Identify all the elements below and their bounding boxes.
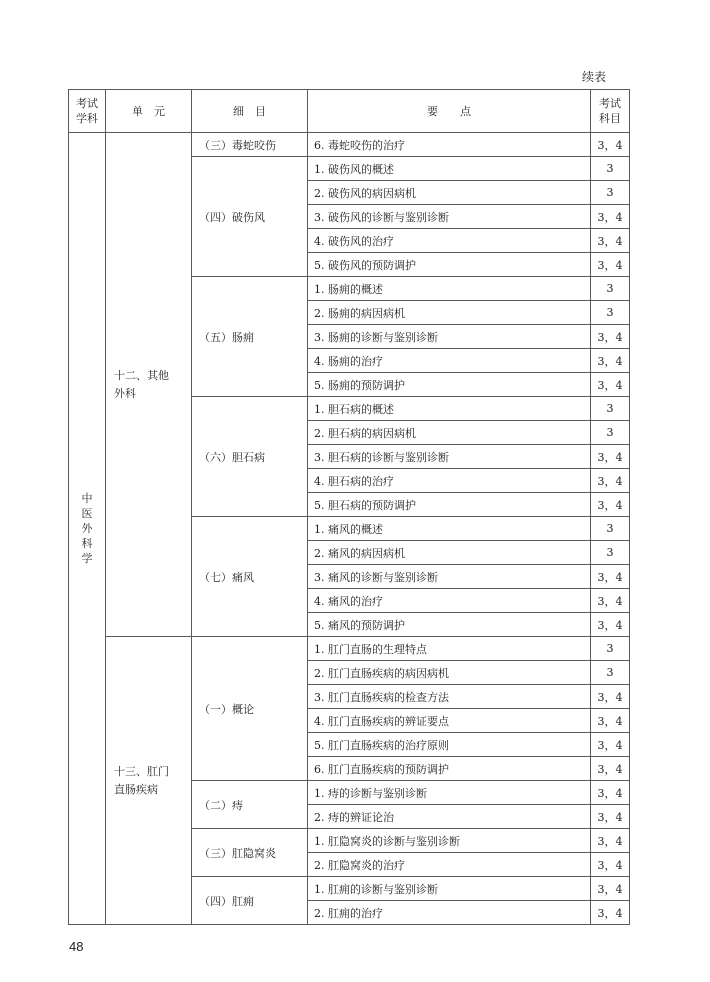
item-cell: （二）痔 xyxy=(192,781,308,829)
exam-cell: 3 xyxy=(591,661,630,685)
point-cell: 1. 肛门直肠的生理特点 xyxy=(308,637,591,661)
table-row xyxy=(69,133,630,157)
item-cell: （三）毒蛇咬伤 xyxy=(192,133,308,157)
point-cell: 5. 痛风的预防调护 xyxy=(308,613,591,637)
point-cell: 1. 痔的诊断与鉴别诊断 xyxy=(308,781,591,805)
continued-label: 续表 xyxy=(582,70,607,84)
item-cell: （六）胆石病 xyxy=(192,397,308,517)
point-cell: 2. 肠痈的病因病机 xyxy=(308,301,591,325)
syllabus-table xyxy=(68,89,630,925)
point-cell: 4. 痛风的治疗 xyxy=(308,589,591,613)
point-cell: 1. 肛隐窝炎的诊断与鉴别诊断 xyxy=(308,829,591,853)
exam-cell: 3，4 xyxy=(591,253,630,277)
point-cell: 6. 肛门直肠疾病的预防调护 xyxy=(308,757,591,781)
point-cell: 4. 肠痈的治疗 xyxy=(308,349,591,373)
point-cell: 5. 肠痈的预防调护 xyxy=(308,373,591,397)
point-cell: 2. 肛门直肠疾病的病因病机 xyxy=(308,661,591,685)
item-cell: （四）肛痈 xyxy=(192,877,308,925)
point-cell: 2. 破伤风的病因病机 xyxy=(308,181,591,205)
point-cell: 1. 胆石病的概述 xyxy=(308,397,591,421)
point-cell: 6. 毒蛇咬伤的治疗 xyxy=(308,133,591,157)
header-points: 要 点 xyxy=(308,90,591,133)
point-cell: 4. 胆石病的治疗 xyxy=(308,469,591,493)
exam-cell: 3，4 xyxy=(591,205,630,229)
unit-cell xyxy=(106,637,192,925)
point-cell: 3. 肠痈的诊断与鉴别诊断 xyxy=(308,325,591,349)
point-cell: 2. 痔的辨证论治 xyxy=(308,805,591,829)
point-cell: 3. 破伤风的诊断与鉴别诊断 xyxy=(308,205,591,229)
page-number: 48 xyxy=(69,939,84,954)
exam-cell: 3，4 xyxy=(591,757,630,781)
exam-cell: 3，4 xyxy=(591,373,630,397)
exam-cell: 3，4 xyxy=(591,349,630,373)
exam-cell: 3 xyxy=(591,517,630,541)
exam-cell: 3 xyxy=(591,397,630,421)
point-cell: 5. 破伤风的预防调护 xyxy=(308,253,591,277)
table-header-row xyxy=(69,90,630,133)
point-cell: 3. 痛风的诊断与鉴别诊断 xyxy=(308,565,591,589)
exam-cell: 3，4 xyxy=(591,829,630,853)
item-cell: （一）概论 xyxy=(192,637,308,781)
exam-cell: 3，4 xyxy=(591,613,630,637)
point-cell: 5. 肛门直肠疾病的治疗原则 xyxy=(308,733,591,757)
exam-cell: 3 xyxy=(591,301,630,325)
exam-cell: 3，4 xyxy=(591,325,630,349)
point-cell: 4. 破伤风的治疗 xyxy=(308,229,591,253)
exam-cell: 3 xyxy=(591,541,630,565)
exam-cell: 3，4 xyxy=(591,469,630,493)
exam-cell: 3，4 xyxy=(591,805,630,829)
point-cell: 2. 痛风的病因病机 xyxy=(308,541,591,565)
point-cell: 2. 肛痈的治疗 xyxy=(308,901,591,925)
point-cell: 1. 痛风的概述 xyxy=(308,517,591,541)
unit-label: 十二、其他外科 xyxy=(114,368,169,400)
item-cell: （三）肛隐窝炎 xyxy=(192,829,308,877)
exam-cell: 3 xyxy=(591,637,630,661)
exam-cell: 3，4 xyxy=(591,709,630,733)
exam-cell: 3，4 xyxy=(591,229,630,253)
header-item: 细 目 xyxy=(192,90,308,133)
subject-cell xyxy=(69,133,106,925)
point-cell: 5. 胆石病的预防调护 xyxy=(308,493,591,517)
point-cell: 4. 肛门直肠疾病的辨证要点 xyxy=(308,709,591,733)
exam-cell: 3，4 xyxy=(591,781,630,805)
exam-cell: 3，4 xyxy=(591,133,630,157)
exam-cell: 3 xyxy=(591,277,630,301)
table-body xyxy=(69,133,630,925)
exam-cell: 3，4 xyxy=(591,877,630,901)
exam-cell: 3 xyxy=(591,421,630,445)
header-exam: 考试科目 xyxy=(591,90,630,133)
exam-cell: 3，4 xyxy=(591,565,630,589)
point-cell: 1. 肛痈的诊断与鉴别诊断 xyxy=(308,877,591,901)
exam-cell: 3，4 xyxy=(591,733,630,757)
exam-cell: 3，4 xyxy=(591,901,630,925)
exam-cell: 3，4 xyxy=(591,685,630,709)
exam-cell: 3 xyxy=(591,157,630,181)
point-cell: 1. 破伤风的概述 xyxy=(308,157,591,181)
point-cell: 1. 肠痈的概述 xyxy=(308,277,591,301)
exam-cell: 3 xyxy=(591,181,630,205)
exam-cell: 3，4 xyxy=(591,853,630,877)
item-cell: （七）痛风 xyxy=(192,517,308,637)
point-cell: 2. 胆石病的病因病机 xyxy=(308,421,591,445)
point-cell: 3. 肛门直肠疾病的检查方法 xyxy=(308,685,591,709)
subject-label: 中医外科学 xyxy=(81,492,93,565)
exam-cell: 3，4 xyxy=(591,445,630,469)
point-cell: 3. 胆石病的诊断与鉴别诊断 xyxy=(308,445,591,469)
unit-cell xyxy=(106,133,192,637)
header-unit: 单 元 xyxy=(106,90,192,133)
table-row xyxy=(69,637,630,661)
item-cell: （四）破伤风 xyxy=(192,157,308,277)
exam-cell: 3，4 xyxy=(591,589,630,613)
unit-label: 十三、肛门直肠疾病 xyxy=(114,764,169,796)
header-subject: 考试学科 xyxy=(69,90,106,133)
point-cell: 2. 肛隐窝炎的治疗 xyxy=(308,853,591,877)
item-cell: （五）肠痈 xyxy=(192,277,308,397)
exam-cell: 3，4 xyxy=(591,493,630,517)
